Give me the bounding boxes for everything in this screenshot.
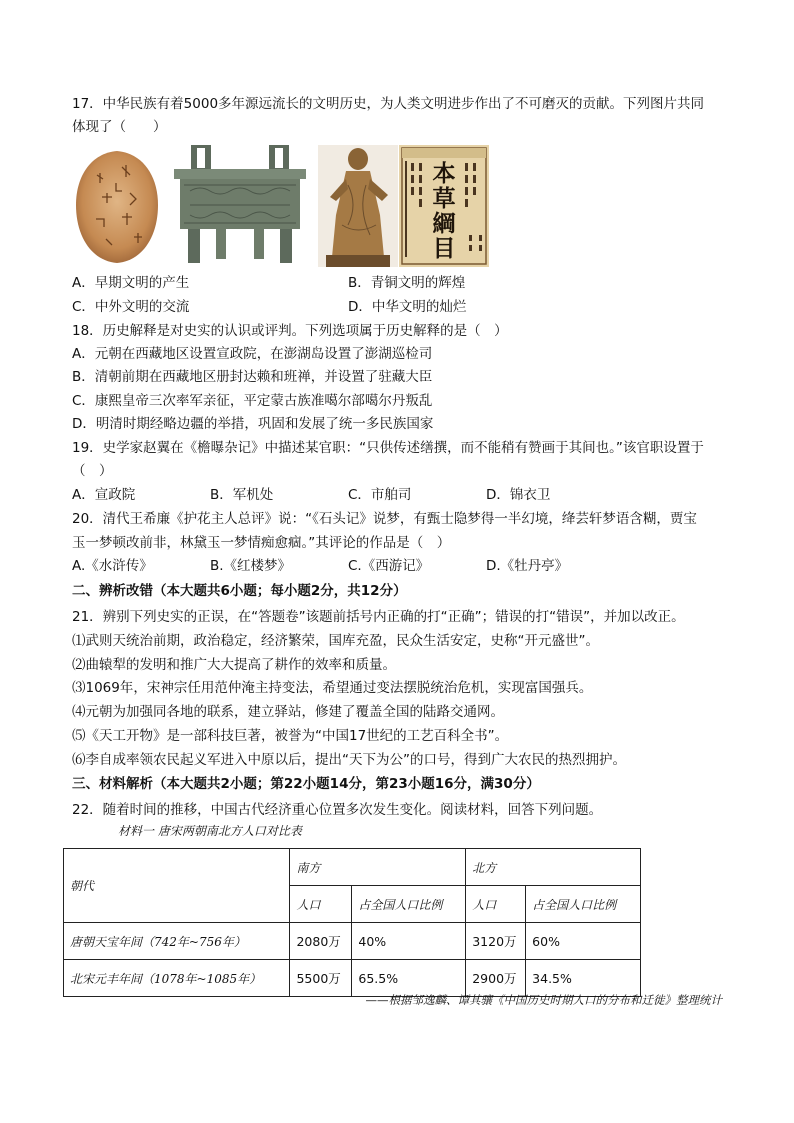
- q21-item-3: ⑶1069年，宋神宗任用范仲淹主持变法，希望通过变法摆脱统治危机，实现富国强兵。: [72, 680, 593, 696]
- row-north-ratio: 60%: [526, 923, 641, 960]
- header-south-pop: 人口: [290, 886, 352, 923]
- bencao-gangmu-book-image: [399, 145, 489, 267]
- row-south-pop: 5500万: [290, 960, 352, 997]
- table-source-note: ——根据邹逸麟、谭其骧《中国历史时期人口的分布和迁徙》整理统计: [365, 993, 722, 1007]
- header-north-pop: 人口: [466, 886, 526, 923]
- q17-stem-line1: 17．中华民族有着5000多年源远流长的文明历史，为人类文明进步作出了不可磨灭的贡献。下列图片共同: [72, 96, 705, 112]
- q19-stem-line1: 19．史学家赵翼在《檐曝杂记》中描述某官职：“只供传述缮撰，而不能稍有赞画于其间也。”该官职设置于: [72, 440, 704, 456]
- q19-option-c[interactable]: C．市舶司: [348, 487, 412, 503]
- header-south-ratio: 占全国人口比例: [352, 886, 466, 923]
- q18-option-a[interactable]: A．元朝在西藏地区设置宣政院，在澎湖岛设置了澎湖巡检司: [72, 346, 433, 362]
- header-north: 北方: [466, 849, 641, 886]
- row-period: 北宋元丰年间（1078年~1085年）: [64, 960, 290, 997]
- oracle-bone-image: [72, 145, 162, 267]
- q17-option-d[interactable]: D．中华文明的灿烂: [348, 299, 467, 315]
- header-north-ratio: 占全国人口比例: [526, 886, 641, 923]
- table-header-row: [64, 849, 641, 886]
- q21-item-1: ⑴武则天统治前期，政治稳定，经济繁荣，国库充盈，民众生活安定，史称“开元盛世”。: [72, 633, 599, 649]
- q21-stem: 21．辨别下列史实的正误，在“答题卷”该题前括号内正确的打“正确”；错误的打“错误”，并加以改正。: [72, 609, 685, 625]
- population-table: [63, 848, 641, 997]
- q22-stem: 22．随着时间的推移，中国古代经济重心位置多次发生变化。阅读材料，回答下列问题。: [72, 802, 603, 818]
- q18-stem: 18．历史解释是对史实的认识或评判。下列选项属于历史解释的是（ ）: [72, 323, 508, 339]
- q20-option-c[interactable]: C.《西游记》: [348, 558, 430, 574]
- q20-stem-line2: 玉一梦顿改前非，林黛玉一梦情痴愈痼。”其评论的作品是（ ）: [72, 535, 451, 551]
- row-south-ratio: 40%: [352, 923, 466, 960]
- row-north-pop: 3120万: [466, 923, 526, 960]
- table-row: [64, 960, 641, 997]
- section3-heading: 三、材料解析（本大题共2小题；第22小题14分，第23小题16分，满30分）: [72, 776, 540, 792]
- q18-option-b[interactable]: B．清朝前期在西藏地区册封达赖和班禅，并设置了驻藏大臣: [72, 369, 433, 385]
- row-north-pop: 2900万: [466, 960, 526, 997]
- material1-caption: 材料一 唐宋两朝南北方人口对比表: [118, 824, 302, 838]
- q19-option-d[interactable]: D．锦衣卫: [486, 487, 551, 503]
- header-dynasty: 朝代: [64, 849, 290, 923]
- q20-option-b[interactable]: B.《红楼梦》: [210, 558, 292, 574]
- q17-option-c[interactable]: C．中外文明的交流: [72, 299, 190, 315]
- q20-option-a[interactable]: A.《水浒传》: [72, 558, 153, 574]
- zheng-he-statue-image: [318, 145, 398, 267]
- table-row: [64, 923, 641, 960]
- q20-stem-line1: 20．清代王希廉《护花主人总评》说：“《石头记》说梦，有甄士隐梦得一半幻境，绛芸轩梦语含糊，贾宝: [72, 511, 697, 527]
- row-south-pop: 2080万: [290, 923, 352, 960]
- header-south: 南方: [290, 849, 466, 886]
- q20-options: [72, 555, 732, 577]
- q17-option-b[interactable]: B．青铜文明的辉煌: [348, 275, 466, 291]
- q21-item-6: ⑹李自成率领农民起义军进入中原以后，提出“天下为公”的口号，得到广大农民的热烈拥护。: [72, 752, 626, 768]
- row-north-ratio: 34.5%: [526, 960, 641, 997]
- bronze-ding-image: [170, 145, 310, 267]
- q18-option-c[interactable]: C．康熙皇帝三次率军亲征，平定蒙古族准噶尔部噶尔丹叛乱: [72, 393, 433, 409]
- q19-option-a[interactable]: A．宣政院: [72, 487, 136, 503]
- q19-option-b[interactable]: B．军机处: [210, 487, 274, 503]
- row-south-ratio: 65.5%: [352, 960, 466, 997]
- section2-heading: 二、辨析改错（本大题共6小题；每小题2分，共12分）: [72, 583, 407, 599]
- q21-item-2: ⑵曲辕犁的发明和推广大大提高了耕作的效率和质量。: [72, 657, 396, 673]
- q17-options: [72, 272, 732, 294]
- q17-stem-line2: 体现了（ ）: [72, 119, 167, 135]
- q21-item-5: ⑸《天工开物》是一部科技巨著，被誉为“中国17世纪的工艺百科全书”。: [72, 728, 509, 744]
- q17-options-row2: [72, 296, 732, 318]
- q21-item-4: ⑷元朝为加强同各地的联系，建立驿站，修建了覆盖全国的陆路交通网。: [72, 704, 504, 720]
- q18-option-d[interactable]: D．明清时期经略边疆的举措，巩固和发展了统一多民族国家: [72, 416, 434, 432]
- q19-stem-line2: （ ）: [72, 463, 113, 479]
- bencao-gangmu-book-title: 本草綱目: [432, 160, 456, 262]
- q19-options: [72, 484, 732, 506]
- q20-option-d[interactable]: D.《牡丹亭》: [486, 558, 569, 574]
- row-period: 唐朝天宝年间（742年~756年）: [64, 923, 290, 960]
- q17-option-a[interactable]: A．早期文明的产生: [72, 275, 190, 291]
